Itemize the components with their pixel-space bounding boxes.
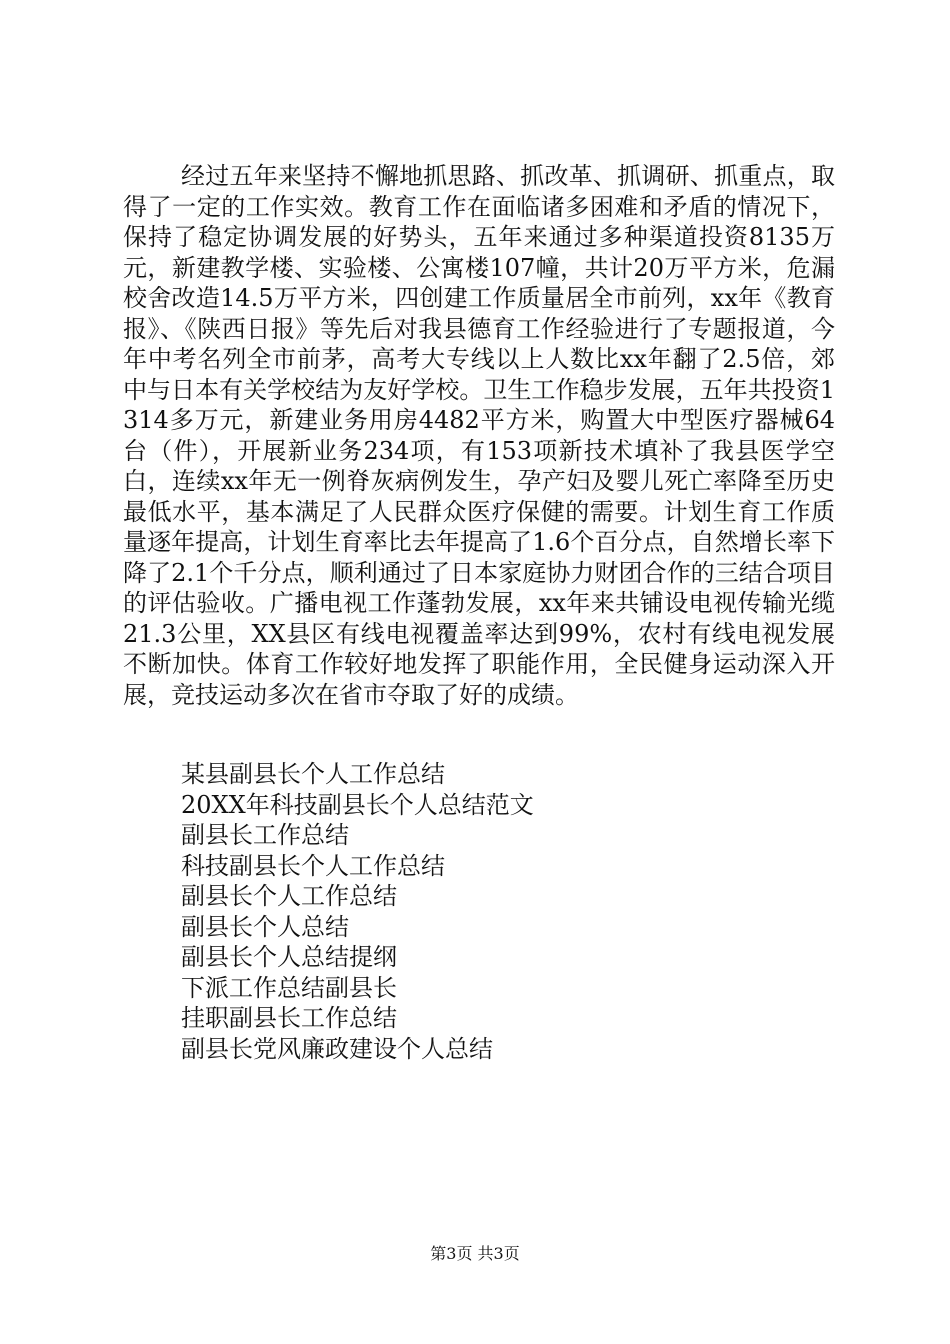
- related-title: 副县长个人总结提纲: [181, 943, 397, 971]
- related-title: 副县长党风廉政建设个人总结: [181, 1034, 493, 1063]
- page-number-footer: 第3页 共3页: [430, 1244, 520, 1263]
- related-title: 下派工作总结副县长: [181, 973, 397, 1002]
- related-title: 副县长工作总结: [181, 821, 349, 849]
- related-title: 副县长个人工作总结: [181, 882, 397, 910]
- body-paragraph: 经过五年来坚持不懈地抓思路、抓改革、抓调研、抓重点，取得了一定的工作实效。教育工作在面临诸多困难和矛盾的情况下，保持了稳定协调发展的好势头，五年来通过多种渠道投资8135万元，新建教学楼、实验楼、公寓楼107幢，共计20万平方米，危漏校舍改造14.5万平方米，四创建工作质量居全市前列，xx年《教育报》、《陕西日报》等先后对我县德育工作经验进行了专题报道，今年中考名列全市前茅，高考大专线以上人数比xx年翻了2.5倍，郊中与日本有关学校结为友好学校。卫生工作稳步发展，五年共投资1314多万元，新建业务用房4482平方米，购置大中型医疗器械64台（件），开展新业务234项，有153项新技术填补了我县医学空白，连续xx年无一例脊灰病例发生，孕产妇及婴儿死亡率降至历史最低水平，基本满足了人民群众医疗保健的需要。计划生育工作质量逐年提高，计划生育率比去年提高了1.6个百分点，自然增长率下降了2.1个千分点，顺利通过了日本家庭协力财团合作的三结合项目的评估验收。广播电视工作蓬勃发展，xx年来共铺设电视传输光缆21.3公里，XX县区有线电视覆盖率达到99%，农村有线电视发展不断加快。体育工作较好地发挥了职能作用，全民健身运动深入开展，竞技运动多次在省市夺取了好的成绩。: [123, 162, 835, 709]
- related-title: 某县副县长个人工作总结: [181, 760, 445, 788]
- related-titles-list: [181, 759, 534, 1064]
- related-title: 20XX年科技副县长个人总结范文: [181, 790, 534, 819]
- related-title: 科技副县长个人工作总结: [181, 851, 445, 880]
- related-title: 副县长个人总结: [181, 912, 349, 941]
- related-title: 挂职副县长工作总结: [181, 1004, 397, 1032]
